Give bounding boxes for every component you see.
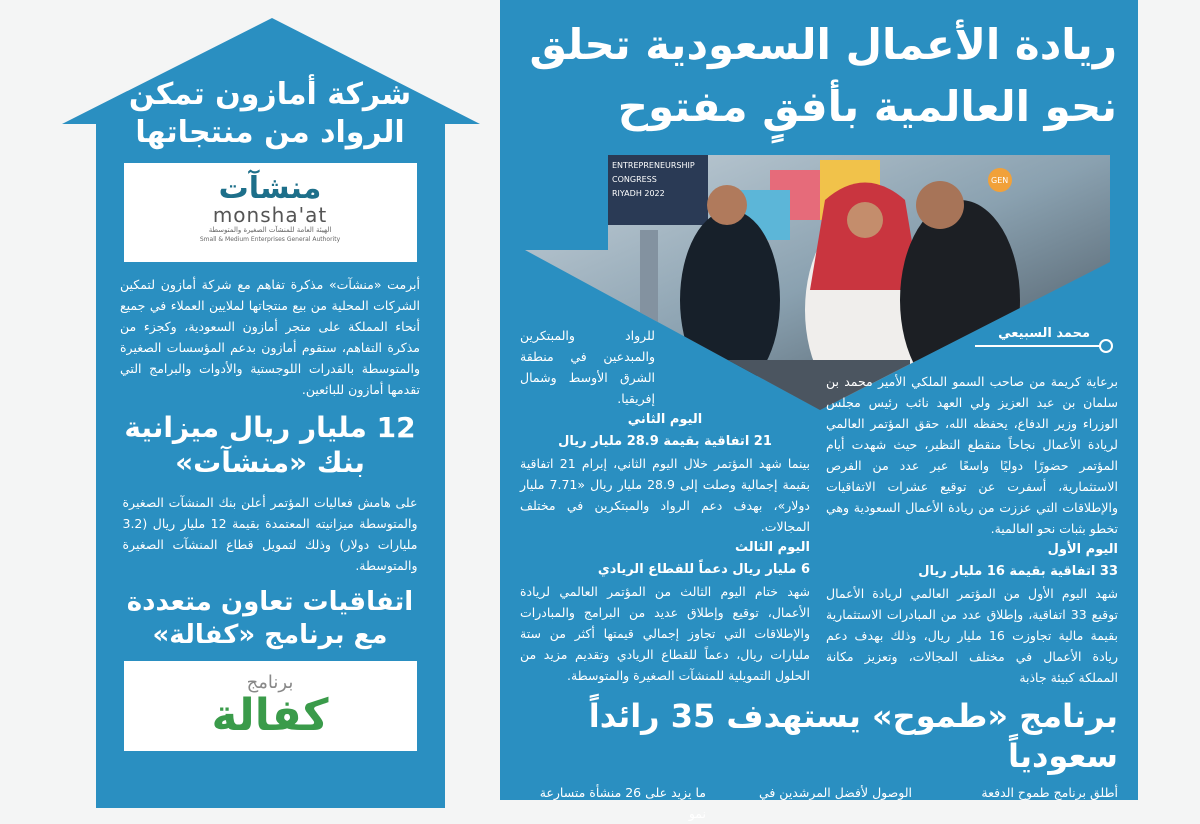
left-column (520, 325, 810, 686)
intro-text: برعاية كريمة من صاحب السمو الملكي الأمير محمد بن سلمان بن عبد العزيز ولي العهد نائب رئيس مجلس الوزراء وزير الدفاع، يحفظه الله، حقق المؤتمر العالمي لريادة الأعمال نجاحاً منقطع النظير، حيث شهدت أيام المؤتمر حضورًا دوليًا واسعًا عبر عدد من الفرص الاستثمارية، أسفرت عن توقيع عشرات الاتفاقيات والإطلاقات التي عززت من ريادة الأعمال السعودية وهي تخطو بثبات نحو العالمية. (826, 374, 1118, 536)
headline-line: نحو العالمية بأفقٍ مفتوح (617, 82, 1117, 131)
continued-text: للرواد والمبتكرين والمبدعين في منطقة الشرق الأوسط وشمال إفريقيا. (520, 328, 655, 406)
side-title-line: شركة أمازون تمكن (128, 77, 412, 112)
kafala-title-line: اتفاقيات تعاون متعددة (126, 587, 414, 617)
day1-title: 33 اتفاقية بقيمة 16 مليار ريال (918, 564, 1118, 579)
continued-wrap (520, 325, 810, 409)
day2-text: بينما شهد المؤتمر خلال اليوم الثاني، إبرام 21 اتفاقية بقيمة إجمالية وصلت إلى 28.9 مليار ريال «7.71 مليار دولار»، بهدف دعم الرواد والمبتكرين في مختلف المجالات. (520, 456, 810, 534)
logo-text-en: monsha'at (212, 203, 328, 227)
byline: محمد السبيعي (998, 326, 1090, 341)
article-columns (520, 325, 1118, 688)
article-body (520, 325, 1118, 824)
logo-text-ar: منشآت (218, 171, 322, 206)
gen-badge-text: GEN (991, 176, 1009, 185)
tomouh-col: ما يزيد على 26 منشأة متسارعة نمو (539, 785, 706, 821)
day2-label: اليوم الثاني (627, 412, 703, 427)
day3-text: شهد ختام اليوم الثالث من المؤتمر العالمي لريادة الأعمال، توقيع وإطلاق عديد من البرامج والمبادرات والإطلاقات التي تجاوز إجمالي قيمتها أكثر من ستة مليارات ريال، دعماً للقطاع الريادي وتقديم مزيد من الحلول التمويلية للمنشآت الصغيرة والمتوسطة. (520, 584, 810, 683)
side-title-line: الرواد من منتجاتها (135, 114, 405, 150)
photo-caption: ENTREPRENEURSHIP (612, 161, 695, 170)
kafala-logo-big: كفالة (211, 690, 329, 741)
tomouh-headline: برنامج «طموح» يستهدف 35 رائداً سعودياً (588, 697, 1118, 775)
kafala-logo-small: برنامج (246, 672, 294, 693)
bank-title-line: 12 مليار ريال ميزانية (124, 411, 416, 444)
tomouh-col: أطلق برنامج طموح الدفعة (981, 785, 1118, 800)
photo-caption: CONGRESS (612, 175, 657, 184)
amazon-article-text: أبرمت «منشآت» مذكرة تفاهم مع شركة أمازون لتمكين الشركات المحلية من بيع منتجاتها لملايين العملاء في جميع أنحاء المملكة على متجر أمازون السعودية، وكجزء من مذكرة التفاهم، ستقوم أمازون بدعم المؤسسات الصغيرة والمتوسطة بالقدرات اللوجستية والأدوات والبرامج التي تقدمها أمازون للبائعين. (120, 277, 420, 397)
right-column (826, 325, 1118, 688)
day1-text: شهد اليوم الأول من المؤتمر العالمي لريادة الأعمال توقيع 33 اتفاقية، وإطلاق عدد من المبادرات الاستثمارية بقيمة مالية تجاوزت 16 مليار ريال، وذلك بهدف دعم ريادة الأعمال في مختلف المجالات، وتعزيز مكانة المملكة كبيئة جاذبة (826, 586, 1119, 685)
photo-caption: RIYADH 2022 (612, 189, 665, 198)
kafala-title-line: مع برنامج «كفالة» (152, 619, 388, 650)
day1-label: اليوم الأول (1047, 542, 1118, 557)
day3-title: 6 مليار ريال دعماً للقطاع الريادي (597, 562, 810, 577)
tomouh-col: الوصول لأفضل المرشدين في (758, 785, 912, 800)
bank-article-text: على هامش فعاليات المؤتمر أعلن بنك المنشآت الصغيرة والمتوسطة ميزانيته المعتمدة بقيمة 12 مليار ريال (3.2 مليارات دولار) وذلك لتمويل قطاع المنشآت الصغيرة والمتوسطة. (122, 495, 418, 573)
logo-tag-ar: الهيئة العامة للمنشآت الصغيرة والمتوسطة (208, 226, 332, 234)
day2-title: 21 اتفاقية بقيمة 28.9 مليار ريال (558, 434, 772, 449)
headline-line: ريادة الأعمال السعودية تحلق (529, 20, 1117, 69)
logo-tag-en: Small & Medium Enterprises General Authority (199, 236, 341, 243)
tomouh-columns (520, 782, 1118, 824)
day3-label: اليوم الثالث (734, 540, 810, 555)
bank-title-line: بنك «منشآت» (175, 446, 365, 479)
